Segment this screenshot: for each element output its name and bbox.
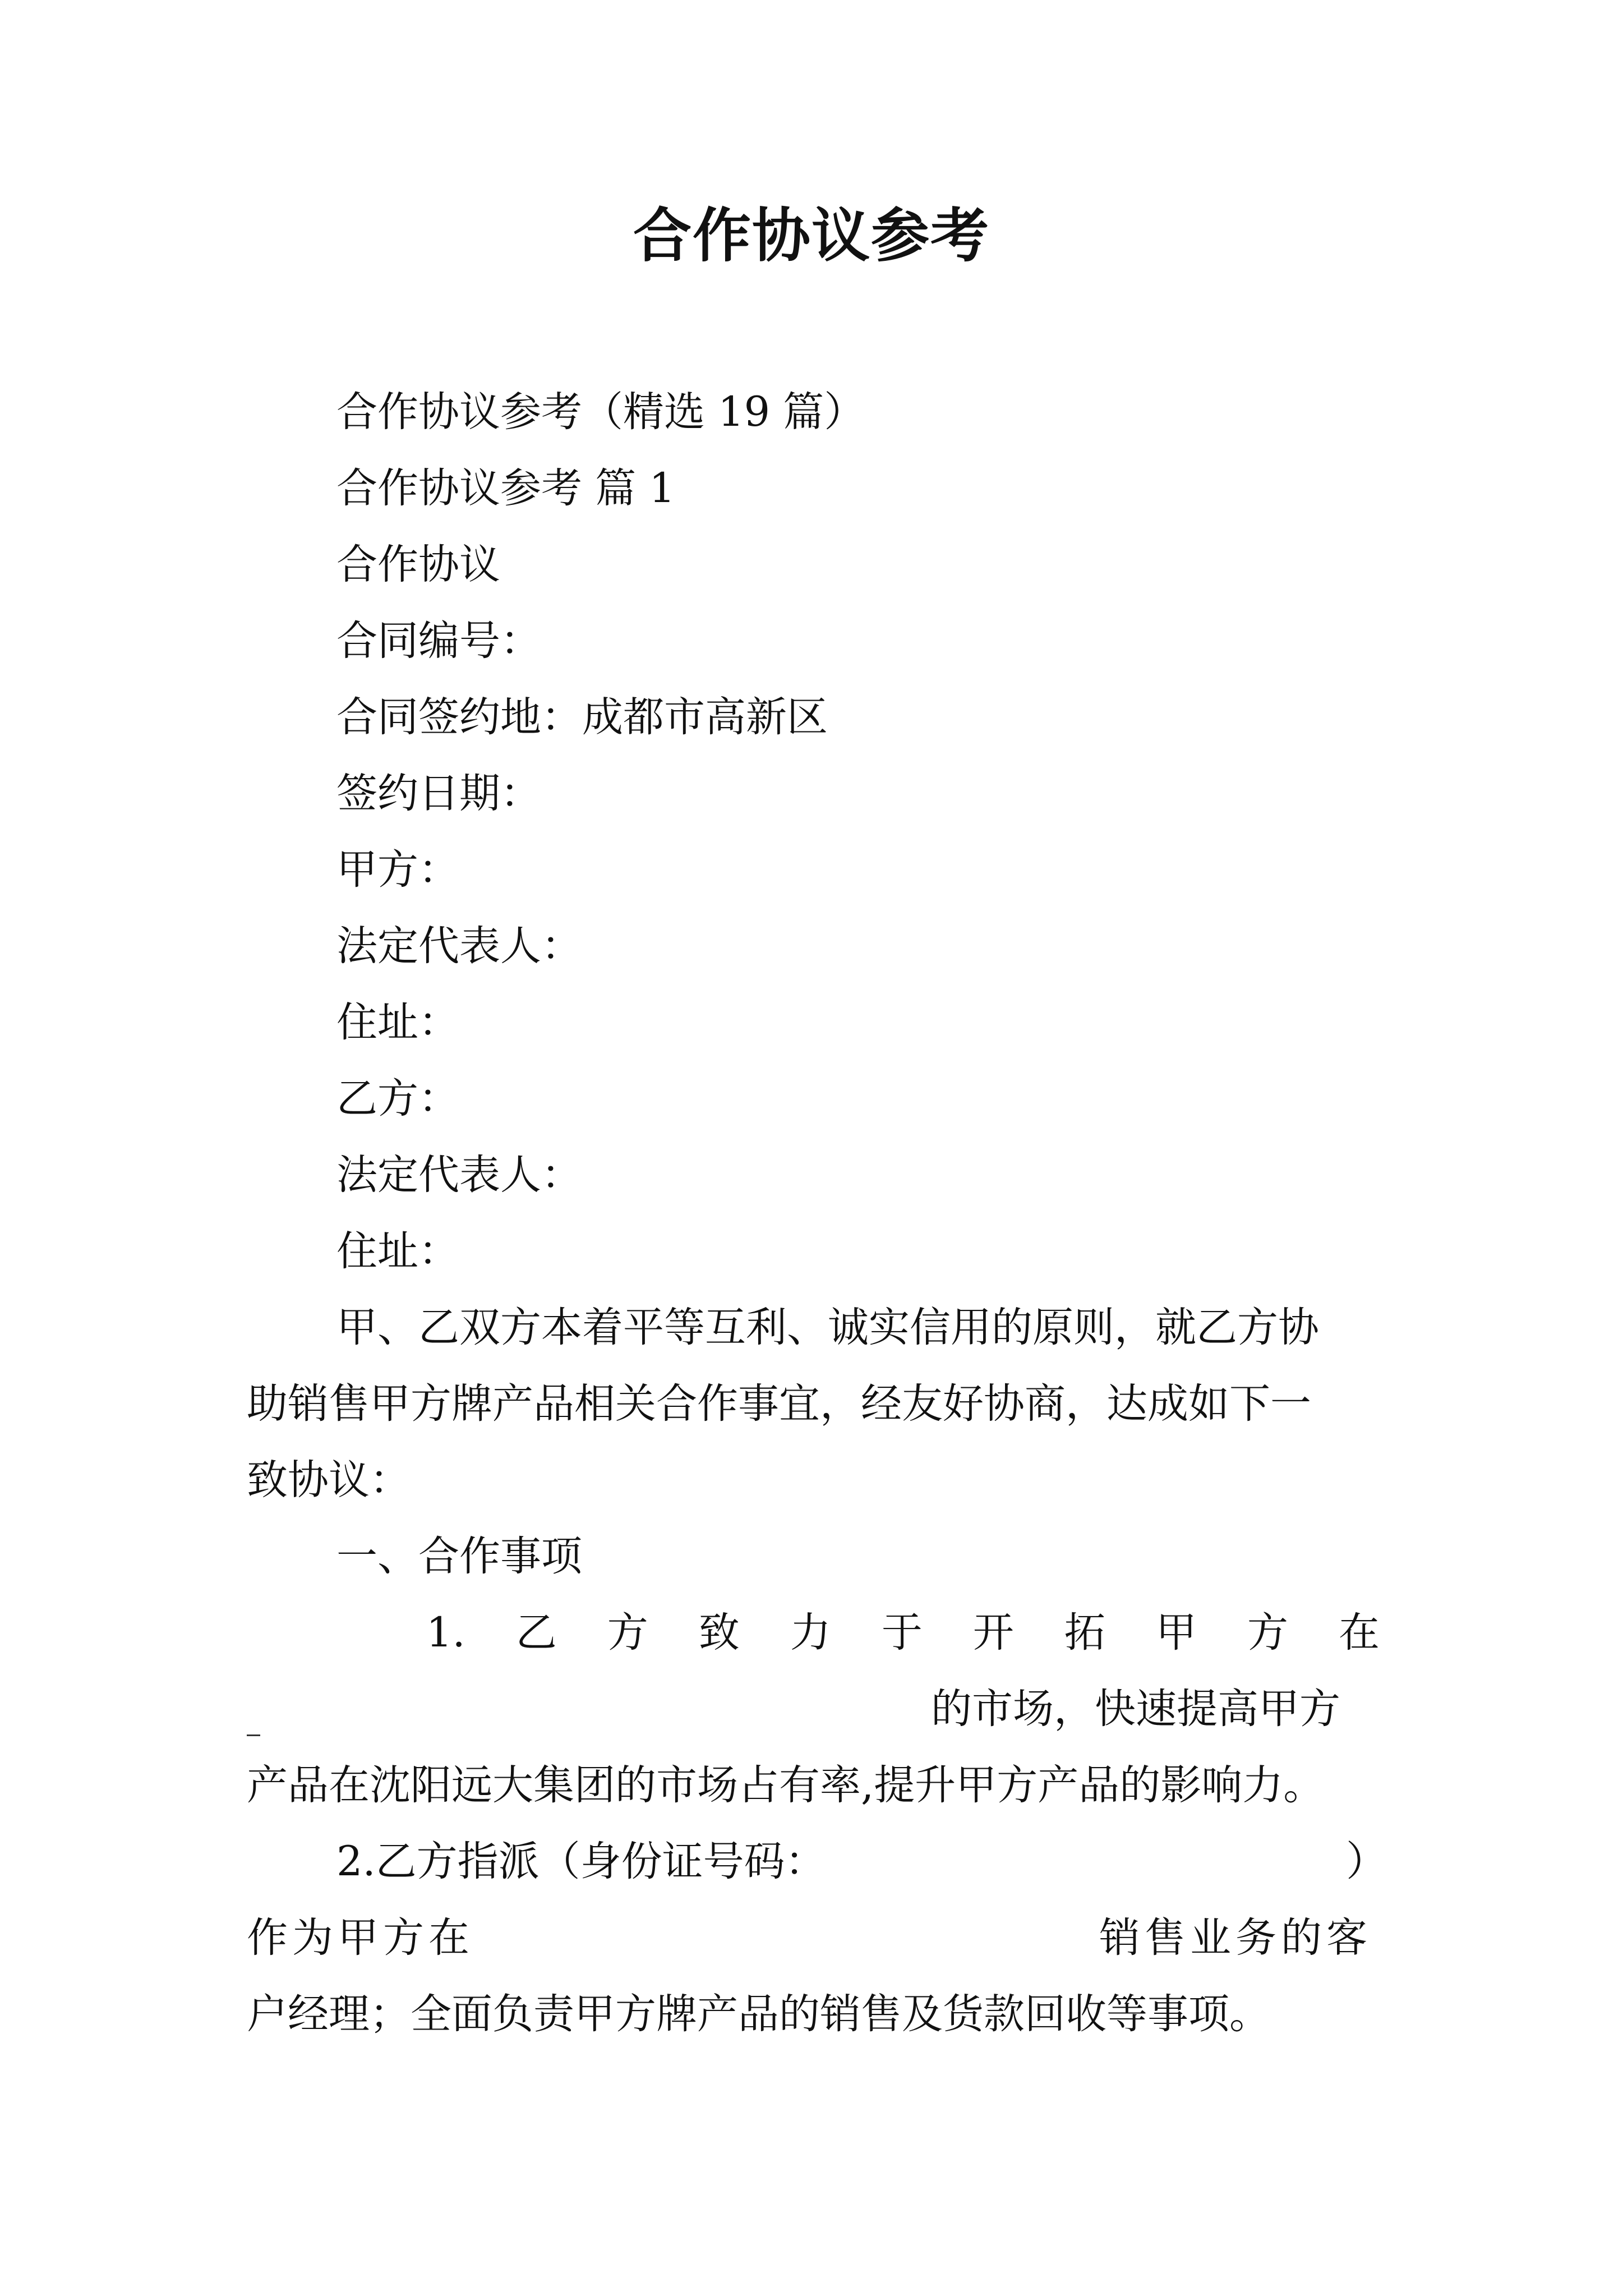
document-title: 合作协议参考 xyxy=(633,201,990,270)
item1-word: 乙 xyxy=(515,1609,557,1657)
contract-number-field: 合同编号： xyxy=(336,617,541,665)
item2-line-2-right: 销售业务的客 xyxy=(1099,1914,1372,1962)
item1-word: 方 xyxy=(1247,1609,1288,1657)
item1-word: 在 xyxy=(1338,1609,1380,1657)
signing-date-field: 签约日期： xyxy=(336,770,541,817)
item1-line-3: 产品在沈阳远大集团的市场占有率,提升甲方产品的影响力。 xyxy=(247,1761,1325,1809)
item2-line-2: 作为甲方在 xyxy=(247,1914,474,1962)
item1-word: 开 xyxy=(972,1609,1014,1657)
party-b-field: 乙方： xyxy=(336,1075,459,1122)
preamble-line-1: 甲、乙双方本着平等互利、诚实信用的原则，就乙方协 xyxy=(336,1304,1319,1351)
blank-underline-mark xyxy=(247,1734,260,1736)
item1-word: 1. xyxy=(426,1609,465,1657)
item1-line-2: 的市场，快速提高甲方 xyxy=(931,1685,1340,1733)
item1-word: 致 xyxy=(698,1609,740,1657)
subtitle-line: 合作协议参考（精选 19 篇） xyxy=(336,388,865,436)
article-heading: 合作协议参考 篇 1 xyxy=(336,464,675,512)
item2-line-3: 户经理；全面负责甲方牌产品的销售及货款回收等事项。 xyxy=(247,1990,1270,2038)
party-a-field: 甲方： xyxy=(336,846,459,894)
party-a-address-field: 住址： xyxy=(336,999,459,1046)
item1-word: 甲 xyxy=(1155,1609,1197,1657)
signing-place-field: 合同签约地：成都市高新区 xyxy=(336,693,828,741)
item1-word: 力 xyxy=(790,1609,831,1657)
section-heading: 一、合作事项 xyxy=(336,1533,582,1580)
item1-word: 拓 xyxy=(1064,1609,1105,1657)
agreement-heading: 合作协议 xyxy=(336,541,500,588)
item1-line-1 xyxy=(426,1602,1380,1664)
preamble-line-2: 助销售甲方牌产品相关合作事宜，经友好协商，达成如下一 xyxy=(247,1380,1311,1428)
item2-line-1: 2.乙方指派（身份证号码： xyxy=(336,1838,826,1885)
item1-word: 于 xyxy=(881,1609,923,1657)
party-b-address-field: 住址： xyxy=(336,1227,459,1275)
party-a-legal-rep-field: 法定代表人： xyxy=(336,922,582,970)
preamble-line-3: 致协议： xyxy=(247,1456,411,1504)
item1-word: 方 xyxy=(607,1609,648,1657)
item2-close-paren: ） xyxy=(1346,1838,1387,1885)
party-b-legal-rep-field: 法定代表人： xyxy=(336,1151,582,1199)
